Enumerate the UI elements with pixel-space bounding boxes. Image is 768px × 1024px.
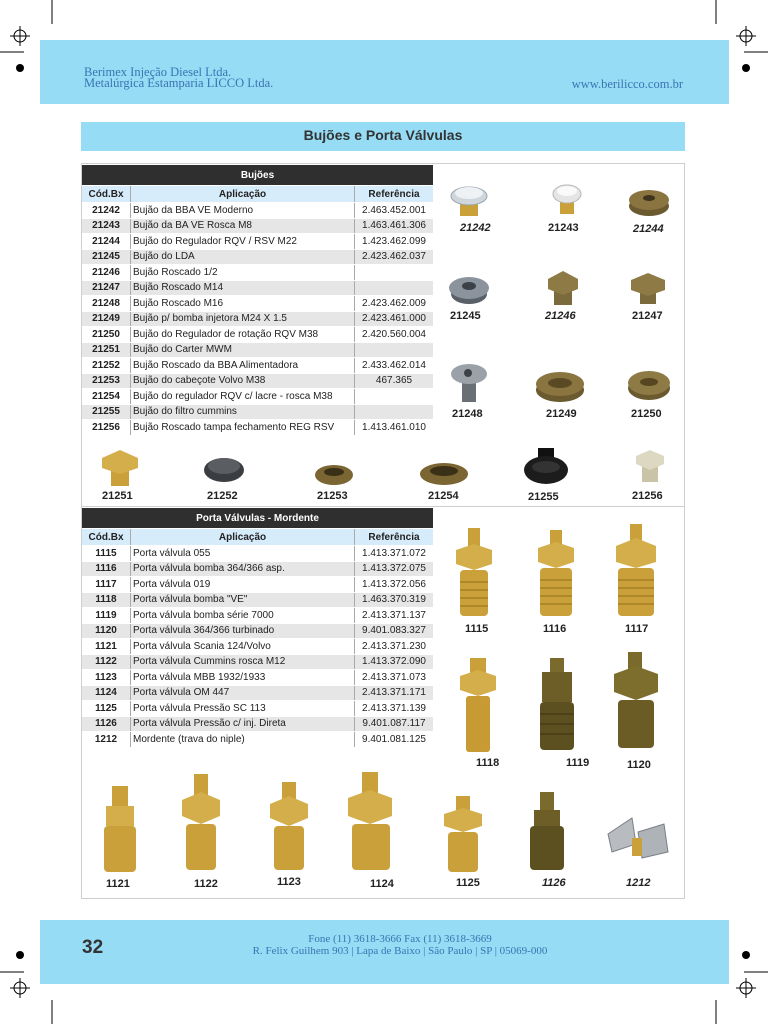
cell-code: 1115 <box>82 546 131 562</box>
cell-reference: 2.413.371.171 <box>355 685 434 701</box>
cell-code: 21256 <box>82 420 131 436</box>
part-label-1122: 1122 <box>194 878 218 890</box>
table-row <box>82 577 433 593</box>
company-names <box>84 67 273 89</box>
cell-application: Mordente (trava do niple) <box>131 732 355 748</box>
cell-code: 1117 <box>82 577 131 593</box>
part-label-21246: 21246 <box>545 310 576 322</box>
cell-reference <box>355 342 434 358</box>
part-image-1116 <box>528 526 584 622</box>
table-row <box>82 561 433 577</box>
section-divider <box>82 506 685 507</box>
table-row <box>82 296 433 312</box>
part-label-1118: 1118 <box>476 757 500 769</box>
cell-application: Porta válvula 364/366 turbinado <box>131 623 355 639</box>
table-row <box>82 420 433 436</box>
cell-reference: 2.433.462.014 <box>355 358 434 374</box>
part-label-1115: 1115 <box>465 623 489 635</box>
table-row <box>82 342 433 358</box>
part-label-1117: 1117 <box>625 623 649 635</box>
part-image-1123 <box>262 780 318 874</box>
cell-code: 1118 <box>82 592 131 608</box>
cell-code: 21244 <box>82 234 131 250</box>
page-number: 32 <box>82 937 104 958</box>
part-image-1120 <box>608 650 664 754</box>
cell-reference: 1.463.370.319 <box>355 592 434 608</box>
part-label-1126: 1126 <box>542 877 566 889</box>
cell-code: 1126 <box>82 716 131 732</box>
part-label-21255: 21255 <box>528 491 559 503</box>
cell-application: Porta válvula Pressão SC 113 <box>131 701 355 717</box>
part-label-21249: 21249 <box>546 408 577 420</box>
cell-code: 21246 <box>82 265 131 281</box>
cell-code: 21251 <box>82 342 131 358</box>
section-title: Bujões e Porta Válvulas <box>81 122 685 151</box>
part-label-1121: 1121 <box>106 878 130 890</box>
cell-application: Bujão Roscado tampa fechamento REG RSV <box>131 420 355 436</box>
cell-reference: 1.413.371.072 <box>355 546 434 562</box>
cell-reference: 2.423.462.009 <box>355 296 434 312</box>
cell-reference: 9.401.087.117 <box>355 716 434 732</box>
table-row <box>82 716 433 732</box>
table-row <box>82 218 433 234</box>
cell-code: 1119 <box>82 608 131 624</box>
cell-code: 1124 <box>82 685 131 701</box>
cell-code: 1121 <box>82 639 131 655</box>
part-label-21252: 21252 <box>207 490 238 502</box>
part-image-1118 <box>452 656 504 756</box>
table-row <box>82 592 433 608</box>
column-header-reference: Referência <box>355 186 434 203</box>
table-row <box>82 732 433 748</box>
column-header-application: Aplicação <box>131 529 355 546</box>
part-image-21256 <box>630 444 670 486</box>
cell-application: Porta válvula 019 <box>131 577 355 593</box>
cell-reference: 1.413.461.010 <box>355 420 434 436</box>
part-image-21246 <box>540 265 586 309</box>
cell-code: 21252 <box>82 358 131 374</box>
footer-address: R. Felix Guilhem 903 | Lapa de Baixo | São Paulo | SP | 05069-000 <box>252 944 548 957</box>
cell-reference <box>355 280 434 296</box>
cell-code: 21254 <box>82 389 131 405</box>
part-label-1123: 1123 <box>277 876 301 888</box>
cell-reference: 2.413.371.137 <box>355 608 434 624</box>
part-image-21248 <box>446 358 492 406</box>
cell-reference: 9.401.083.327 <box>355 623 434 639</box>
part-label-21244: 21244 <box>633 223 664 235</box>
table-row <box>82 685 433 701</box>
cell-application: Bujão do Regulador RQV / RSV M22 <box>131 234 355 250</box>
porta-valvulas-table <box>82 508 433 748</box>
cell-code: 21243 <box>82 218 131 234</box>
cell-application: Bujão do Regulador de rotação RQV M38 <box>131 327 355 343</box>
cell-application: Bujão Roscado da BBA Alimentadora <box>131 358 355 374</box>
part-image-1126 <box>520 790 574 876</box>
table-row <box>82 654 433 670</box>
cell-code: 21253 <box>82 373 131 389</box>
cell-reference: 2.413.371.230 <box>355 639 434 655</box>
header-band <box>40 40 729 104</box>
website-link[interactable]: www.berilicco.com.br <box>571 77 683 91</box>
footer-phone: Fone (11) 3618-3666 Fax (11) 3618-3669 <box>308 933 492 945</box>
part-image-1121 <box>92 784 148 876</box>
table-row <box>82 404 433 420</box>
cell-reference: 1.423.462.099 <box>355 234 434 250</box>
part-image-1124 <box>340 770 402 876</box>
part-image-21243 <box>544 176 590 222</box>
part-image-21249 <box>534 364 586 406</box>
table-row <box>82 249 433 265</box>
company-line-1: Berimex Injeção Diesel Ltda. <box>84 65 232 79</box>
part-image-21251 <box>96 446 144 490</box>
part-label-21253: 21253 <box>317 490 348 502</box>
cell-reference: 1.413.372.090 <box>355 654 434 670</box>
cell-application: Bujão do regulador RQV c/ lacre - rosca M38 <box>131 389 355 405</box>
part-image-21242 <box>446 176 492 222</box>
cell-application: Porta válvula Pressão c/ inj. Direta <box>131 716 355 732</box>
part-image-1117 <box>608 522 664 622</box>
cell-application: Bujão do cabeçote Volvo M38 <box>131 373 355 389</box>
part-image-21254 <box>418 456 470 488</box>
part-label-21242: 21242 <box>460 222 491 234</box>
part-image-1119 <box>530 656 586 756</box>
column-header-application: Aplicação <box>131 186 355 203</box>
cell-reference <box>355 389 434 405</box>
part-image-21252 <box>200 450 248 488</box>
cell-code: 21250 <box>82 327 131 343</box>
cell-reference: 2.413.371.073 <box>355 670 434 686</box>
porta-valvulas-table-body <box>82 546 433 748</box>
table-row <box>82 389 433 405</box>
part-image-21244 <box>626 182 672 222</box>
cell-code: 21249 <box>82 311 131 327</box>
cell-application: Porta válvula MBB 1932/1933 <box>131 670 355 686</box>
part-label-1120: 1120 <box>627 759 651 771</box>
cell-code: 21245 <box>82 249 131 265</box>
table-row <box>82 311 433 327</box>
part-label-1212: 1212 <box>626 877 651 889</box>
cell-reference: 2.423.461.000 <box>355 311 434 327</box>
cell-reference: 2.420.560.004 <box>355 327 434 343</box>
cell-application: Bujão Roscado M16 <box>131 296 355 312</box>
cell-application: Porta válvula bomba "VE" <box>131 592 355 608</box>
table-row <box>82 358 433 374</box>
cell-code: 1212 <box>82 732 131 748</box>
table-row <box>82 623 433 639</box>
part-label-21254: 21254 <box>428 490 459 502</box>
cell-reference: 9.401.081.125 <box>355 732 434 748</box>
cell-application: Bujão do LDA <box>131 249 355 265</box>
part-image-1125 <box>438 794 490 876</box>
part-image-21253 <box>312 458 356 488</box>
cell-application: Bujão da BA VE Rosca M8 <box>131 218 355 234</box>
cell-application: Bujão do filtro cummins <box>131 404 355 420</box>
cell-code: 1122 <box>82 654 131 670</box>
part-label-21247: 21247 <box>632 310 663 322</box>
part-image-1122 <box>174 772 230 876</box>
cell-application: Bujão p/ bomba injetora M24 X 1.5 <box>131 311 355 327</box>
cell-application: Bujão do Carter MWM <box>131 342 355 358</box>
table-row <box>82 280 433 296</box>
bujoes-table-body <box>82 203 433 436</box>
cell-application: Bujão Roscado M14 <box>131 280 355 296</box>
bujoes-table <box>82 165 433 436</box>
part-image-21245 <box>446 268 492 308</box>
cell-application: Porta válvula bomba 364/366 asp. <box>131 561 355 577</box>
table-row <box>82 639 433 655</box>
part-image-21255 <box>520 440 572 492</box>
column-header-code: Cód.Bx <box>82 529 131 546</box>
table-row <box>82 234 433 250</box>
cell-application: Porta válvula Scania 124/Volvo <box>131 639 355 655</box>
cell-reference <box>355 265 434 281</box>
cell-reference: 2.463.452.001 <box>355 203 434 219</box>
cell-code: 21248 <box>82 296 131 312</box>
cell-application: Porta válvula OM 447 <box>131 685 355 701</box>
cell-reference: 467.365 <box>355 373 434 389</box>
cell-reference: 2.413.371.139 <box>355 701 434 717</box>
part-label-1125: 1125 <box>456 877 480 889</box>
table-row <box>82 546 433 562</box>
cell-application: Bujão da BBA VE Moderno <box>131 203 355 219</box>
table-row <box>82 701 433 717</box>
cell-reference: 1.413.372.056 <box>355 577 434 593</box>
table-row <box>82 265 433 281</box>
table-row <box>82 203 433 219</box>
footer-band <box>40 920 729 984</box>
cell-code: 21247 <box>82 280 131 296</box>
part-label-21256: 21256 <box>632 490 663 502</box>
table-row <box>82 670 433 686</box>
footer-contact <box>190 934 610 957</box>
part-label-21245: 21245 <box>450 310 481 322</box>
column-header-code: Cód.Bx <box>82 186 131 203</box>
part-label-1124: 1124 <box>370 878 394 890</box>
part-label-1116: 1116 <box>543 623 567 635</box>
cell-reference: 2.423.462.037 <box>355 249 434 265</box>
part-image-21247 <box>625 268 671 308</box>
table-row <box>82 373 433 389</box>
part-label-21243: 21243 <box>548 222 579 234</box>
part-image-1115 <box>446 526 502 622</box>
table-row <box>82 327 433 343</box>
cell-code: 1120 <box>82 623 131 639</box>
part-image-1212 <box>602 808 672 872</box>
cell-code: 1116 <box>82 561 131 577</box>
cell-application: Porta válvula Cummins rosca M12 <box>131 654 355 670</box>
cell-code: 21242 <box>82 203 131 219</box>
cell-reference: 1.463.461.306 <box>355 218 434 234</box>
cell-code: 21255 <box>82 404 131 420</box>
part-label-21251: 21251 <box>102 490 133 502</box>
cell-code: 1123 <box>82 670 131 686</box>
table-row <box>82 608 433 624</box>
part-label-1119: 1119 <box>566 757 590 769</box>
company-line-2: Metalúrgica Estamparia LICCO Ltda. <box>84 76 274 90</box>
cell-application: Porta válvula 055 <box>131 546 355 562</box>
column-header-reference: Referência <box>355 529 434 546</box>
part-label-21248: 21248 <box>452 408 483 420</box>
part-label-21250: 21250 <box>631 408 662 420</box>
cell-application: Porta válvula bomba série 7000 <box>131 608 355 624</box>
part-image-21250 <box>626 364 672 406</box>
cell-code: 1125 <box>82 701 131 717</box>
cell-reference: 1.413.372.075 <box>355 561 434 577</box>
cell-reference <box>355 404 434 420</box>
cell-application: Bujão Roscado 1/2 <box>131 265 355 281</box>
bujoes-table-title: Bujões <box>82 165 433 186</box>
porta-valvulas-table-title: Porta Válvulas - Mordente <box>82 508 433 529</box>
